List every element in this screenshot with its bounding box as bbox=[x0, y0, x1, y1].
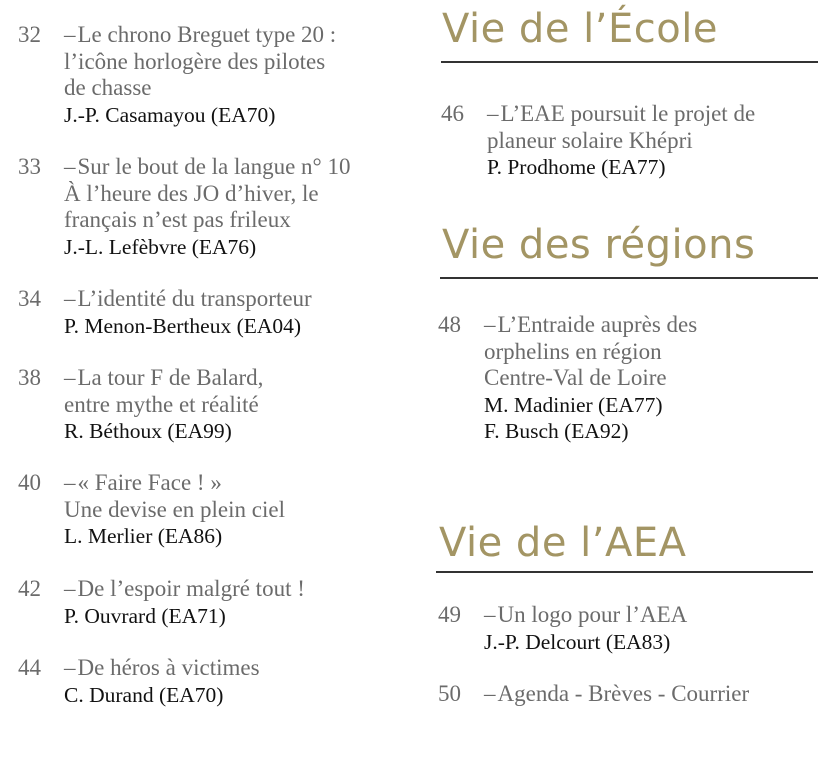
toc-entry-33[interactable]: 33 – Sur le bout de la langue n° 10 À l’heure des JO d’hiver, le français n’est pas frileux J.-L. Lefèbvre (EA76) bbox=[18, 154, 351, 259]
page-number: 32 bbox=[18, 22, 41, 47]
entry-author: C. Durand (EA70) bbox=[64, 682, 224, 707]
entry-title-line: planeur solaire Khépri bbox=[487, 127, 693, 153]
toc-entry-38[interactable]: 38 – La tour F de Balard, entre mythe et réalité R. Béthoux (EA99) bbox=[18, 365, 264, 443]
section-divider bbox=[441, 61, 818, 63]
page-number: 48 bbox=[438, 312, 461, 337]
entry-author: P. Ouvrard (EA71) bbox=[64, 603, 226, 628]
entry-title-line: Sur le bout de la langue n° 10 bbox=[77, 154, 351, 179]
toc-entry-40[interactable]: 40 – « Faire Face ! » Une devise en plein ciel L. Merlier (EA86) bbox=[18, 470, 285, 548]
entry-title-line: L’EAE poursuit le projet de bbox=[500, 101, 756, 126]
toc-entry-46[interactable]: 46 – L’EAE poursuit le projet de planeur solaire Khépri P. Prodhome (EA77) bbox=[441, 101, 756, 179]
entry-author: P. Menon-Bertheux (EA04) bbox=[64, 313, 302, 338]
entry-author: J.-P. Casamayou (EA70) bbox=[64, 102, 276, 127]
toc-entry-42[interactable]: 42 – De l’espoir malgré tout ! P. Ouvrard (EA71) bbox=[18, 576, 305, 628]
entry-title-line: L’Entraide auprès des bbox=[497, 312, 698, 337]
entry-title-line: La tour F de Balard, bbox=[77, 365, 264, 390]
entry-title-line: Un logo pour l’AEA bbox=[497, 602, 688, 627]
entry-title-line: Agenda - Brèves - Courrier bbox=[497, 681, 750, 706]
entry-title-line: entre mythe et réalité bbox=[64, 391, 259, 417]
section-title-regions: Vie des régions bbox=[442, 222, 756, 268]
entry-title-line: De l’espoir malgré tout ! bbox=[77, 576, 305, 601]
entry-title-line: « Faire Face ! » bbox=[77, 470, 222, 495]
page-number: 44 bbox=[18, 655, 41, 680]
toc-entry-32[interactable]: 32 – Le chrono Breguet type 20 : l’icône horlogère des pilotes de chasse J.-P. Casamayou (EA70) bbox=[18, 22, 337, 127]
entry-title-line: de chasse bbox=[64, 75, 152, 100]
page-number: 46 bbox=[441, 101, 464, 126]
page-number: 49 bbox=[438, 602, 461, 627]
entry-title-line: Centre-Val de Loire bbox=[484, 365, 667, 390]
entry-title-line: L’identité du transporteur bbox=[77, 286, 312, 311]
toc-entry-48[interactable]: 48 – L’Entraide auprès des orphelins en région Centre-Val de Loire M. Madinier (EA77) F. Busch (EA92) bbox=[438, 312, 698, 443]
toc-entry-49[interactable]: 49 – Un logo pour l’AEA J.-P. Delcourt (EA83) bbox=[438, 602, 688, 654]
section-divider bbox=[440, 277, 818, 279]
entry-title-line: Le chrono Breguet type 20 : bbox=[77, 22, 337, 47]
page-number: 40 bbox=[18, 470, 41, 495]
toc-entry-44[interactable]: 44 – De héros à victimes C. Durand (EA70) bbox=[18, 655, 260, 707]
entry-title-line: l’icône horlogère des pilotes bbox=[64, 48, 326, 74]
entry-title-line: Une devise en plein ciel bbox=[64, 496, 285, 522]
section-title-ecole: Vie de l’École bbox=[442, 6, 718, 52]
entry-title-line: À l’heure des JO d’hiver, le bbox=[64, 180, 319, 206]
section-title-aea: Vie de l’AEA bbox=[439, 520, 687, 566]
page-number: 38 bbox=[18, 365, 41, 390]
page-number: 42 bbox=[18, 576, 41, 601]
entry-author: P. Prodhome (EA77) bbox=[487, 155, 666, 179]
entry-author: J.-P. Delcourt (EA83) bbox=[484, 629, 671, 654]
entry-author: J.-L. Lefèbvre (EA76) bbox=[64, 234, 257, 259]
page-number: 33 bbox=[18, 154, 41, 179]
toc-entry-34[interactable]: 34 – L’identité du transporteur P. Menon-Bertheux (EA04) bbox=[18, 286, 312, 338]
entry-title-line: français n’est pas frileux bbox=[64, 207, 291, 232]
entry-title-line: orphelins en région bbox=[484, 338, 662, 364]
entry-title-line: De héros à victimes bbox=[77, 655, 260, 680]
section-divider bbox=[436, 571, 813, 573]
entry-author: R. Béthoux (EA99) bbox=[64, 419, 232, 443]
toc-entry-50[interactable]: 50 – Agenda - Brèves - Courrier bbox=[438, 681, 750, 706]
page-number: 34 bbox=[18, 286, 41, 311]
entry-author: M. Madinier (EA77) bbox=[484, 392, 663, 417]
entry-author: L. Merlier (EA86) bbox=[64, 524, 223, 548]
page-number: 50 bbox=[438, 681, 461, 706]
entry-author: F. Busch (EA92) bbox=[484, 419, 629, 443]
